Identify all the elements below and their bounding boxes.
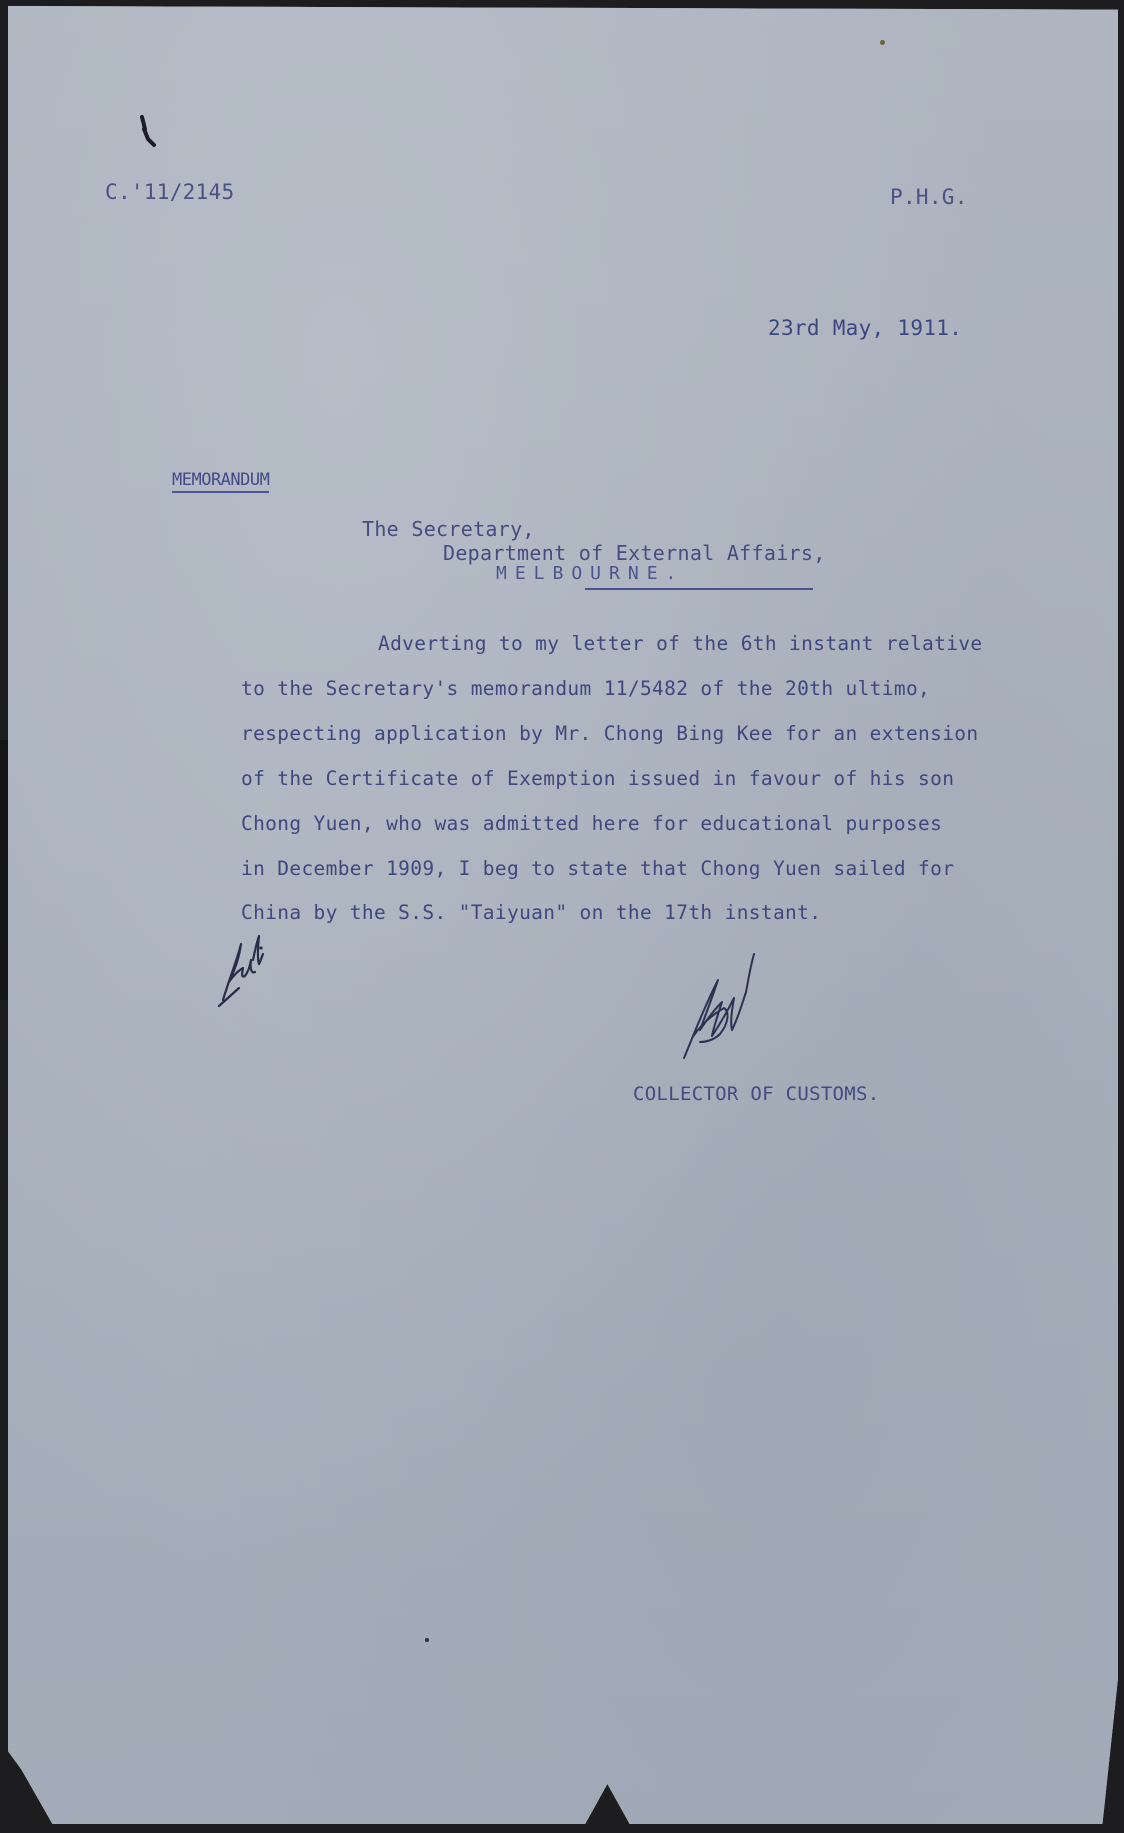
ink-speck: [425, 1638, 429, 1642]
body-line: in December 1909, I beg to state that Chong Yuen sailed for: [241, 857, 955, 880]
header-initials: P.H.G.: [890, 185, 968, 209]
signatory-title: COLLECTOR OF CUSTOMS.: [633, 1083, 880, 1105]
body-line: to the Secretary's memorandum 11/5482 of the 20th ultimo,: [241, 677, 931, 700]
addressee-underline: [585, 588, 813, 590]
ink-speck: [880, 40, 885, 45]
body-line: respecting application by Mr. Chong Bing Kee for an extension: [241, 722, 979, 745]
addressee-line-2: Department of External Affairs,: [443, 541, 826, 565]
collector-signature: [670, 948, 760, 1063]
body-line: China by the S.S. "Taiyuan" on the 17th instant.: [241, 901, 822, 924]
addressee-city: MELBOURNE.: [496, 563, 685, 584]
body-line: Chong Yuen, who was admitted here for educational purposes: [241, 812, 943, 835]
body-line: Adverting to my letter of the 6th instant relative: [378, 632, 983, 655]
letter-date: 23rd May, 1911.: [768, 316, 963, 340]
pen-tick-mark: [138, 115, 160, 157]
memorandum-heading: MEMORANDUM: [172, 470, 269, 493]
reference-number: C.'11/2145: [105, 180, 235, 204]
handwritten-initials: [215, 930, 265, 1010]
addressee-line-1: The Secretary,: [362, 517, 535, 541]
body-line: of the Certificate of Exemption issued in favour of his son: [241, 767, 955, 790]
